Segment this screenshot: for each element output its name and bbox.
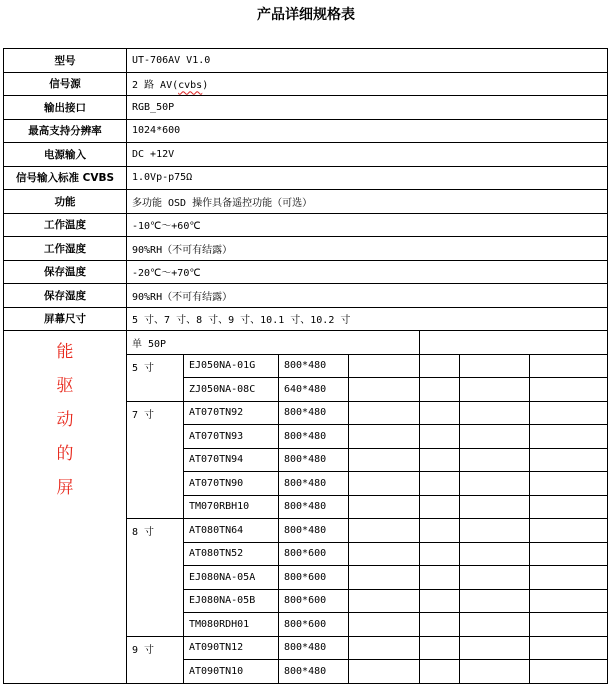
empty-cell: [530, 566, 608, 590]
empty-cell: [349, 589, 420, 613]
empty-cell: [420, 331, 608, 355]
spec-row: [4, 96, 608, 120]
empty-cell: [420, 472, 460, 496]
spec-row: [4, 237, 608, 261]
empty-cell: [530, 519, 608, 543]
screen-model: AT070TN94: [184, 448, 279, 472]
signal-source-prefix: 2 路 AV(: [132, 80, 179, 92]
spec-row: [4, 119, 608, 143]
empty-cell: [420, 613, 460, 637]
spec-label: 保存湿度: [4, 284, 127, 308]
spec-row: [4, 190, 608, 214]
screen-model: AT070TN93: [184, 425, 279, 449]
empty-cell: [530, 448, 608, 472]
empty-cell: [420, 589, 460, 613]
screen-size-label: 7 寸: [127, 401, 184, 519]
empty-cell: [420, 542, 460, 566]
screen-resolution: 640*480: [279, 378, 349, 402]
side-label-char: 动: [56, 410, 74, 430]
side-label-char: 能: [56, 342, 74, 362]
empty-cell: [530, 613, 608, 637]
empty-cell: [420, 425, 460, 449]
screen-header-row: [4, 331, 608, 355]
spec-label: 信号输入标准 CVBS: [4, 166, 127, 190]
screen-resolution: 800*480: [279, 354, 349, 378]
empty-cell: [420, 354, 460, 378]
side-label-char: 的: [56, 444, 74, 464]
empty-cell: [460, 542, 530, 566]
spec-table: [3, 48, 608, 684]
spec-row: [4, 307, 608, 331]
empty-cell: [530, 495, 608, 519]
screen-model: AT070TN92: [184, 401, 279, 425]
empty-cell: [349, 378, 420, 402]
spec-label: 最高支持分辨率: [4, 119, 127, 143]
empty-cell: [530, 401, 608, 425]
empty-cell: [349, 472, 420, 496]
spec-label: 工作温度: [4, 213, 127, 237]
empty-cell: [530, 378, 608, 402]
spec-value: 多功能 OSD 操作具备遥控功能（可选）: [127, 190, 608, 214]
empty-cell: [460, 354, 530, 378]
screen-resolution: 800*480: [279, 519, 349, 543]
spec-label: 功能: [4, 190, 127, 214]
screen-resolution: 800*480: [279, 401, 349, 425]
empty-cell: [460, 636, 530, 660]
empty-cell: [420, 495, 460, 519]
spec-row: [4, 213, 608, 237]
empty-cell: [420, 401, 460, 425]
spec-label: 保存温度: [4, 260, 127, 284]
empty-cell: [420, 519, 460, 543]
empty-cell: [460, 448, 530, 472]
empty-cell: [530, 354, 608, 378]
screen-resolution: 800*480: [279, 472, 349, 496]
empty-cell: [460, 519, 530, 543]
empty-cell: [349, 566, 420, 590]
empty-cell: [420, 378, 460, 402]
empty-cell: [420, 566, 460, 590]
spec-value: 1024*600: [127, 119, 608, 143]
empty-cell: [349, 613, 420, 637]
spec-row: [4, 49, 608, 73]
empty-cell: [349, 495, 420, 519]
screen-model: AT080TN64: [184, 519, 279, 543]
interface-header: 单 50P: [127, 331, 420, 355]
screen-resolution: 800*480: [279, 495, 349, 519]
empty-cell: [420, 448, 460, 472]
spec-value: DC +12V: [127, 143, 608, 167]
empty-cell: [460, 589, 530, 613]
empty-cell: [530, 660, 608, 684]
spec-value: -10℃～+60℃: [127, 213, 608, 237]
spec-value: 5 寸、7 寸、8 寸、9 寸、10.1 寸、10.2 寸: [127, 307, 608, 331]
empty-cell: [349, 542, 420, 566]
spec-value: 90%RH（不可有结露）: [127, 237, 608, 261]
screen-size-label: 5 寸: [127, 354, 184, 401]
empty-cell: [530, 472, 608, 496]
empty-cell: [349, 519, 420, 543]
spec-row: [4, 166, 608, 190]
empty-cell: [460, 401, 530, 425]
signal-source-suffix: ): [202, 80, 209, 92]
spec-label: 输出接口: [4, 96, 127, 120]
empty-cell: [460, 660, 530, 684]
spellcheck-underlined-text: cvbs: [178, 80, 203, 92]
spec-row: [4, 143, 608, 167]
spec-label: 工作湿度: [4, 237, 127, 261]
screen-model: ZJ050NA-08C: [184, 378, 279, 402]
side-label-char: 屏: [56, 478, 74, 498]
empty-cell: [349, 425, 420, 449]
empty-cell: [460, 566, 530, 590]
screen-model: EJ080NA-05A: [184, 566, 279, 590]
screen-resolution: 800*480: [279, 448, 349, 472]
side-label-char: 驱: [56, 376, 74, 396]
screen-model: EJ050NA-01G: [184, 354, 279, 378]
empty-cell: [349, 401, 420, 425]
empty-cell: [460, 472, 530, 496]
screen-resolution: 800*600: [279, 589, 349, 613]
empty-cell: [460, 425, 530, 449]
screen-resolution: 800*480: [279, 425, 349, 449]
spec-label: 型号: [4, 49, 127, 73]
empty-cell: [460, 495, 530, 519]
spec-value: [127, 72, 608, 96]
spec-row: [4, 284, 608, 308]
spec-value: 90%RH（不可有结露）: [127, 284, 608, 308]
spec-label: 屏幕尺寸: [4, 307, 127, 331]
screen-model: AT080TN52: [184, 542, 279, 566]
screen-resolution: 800*600: [279, 542, 349, 566]
spec-value: RGB_50P: [127, 96, 608, 120]
spec-label: 电源输入: [4, 143, 127, 167]
supported-screens-label: [4, 331, 127, 684]
screen-model: EJ080NA-05B: [184, 589, 279, 613]
screen-model: TM070RBH10: [184, 495, 279, 519]
screen-resolution: 800*480: [279, 636, 349, 660]
empty-cell: [349, 660, 420, 684]
screen-model: AT090TN10: [184, 660, 279, 684]
empty-cell: [460, 378, 530, 402]
screen-model: TM080RDH01: [184, 613, 279, 637]
page-title: 产品详细规格表: [257, 7, 355, 23]
spec-label: 信号源: [4, 72, 127, 96]
empty-cell: [349, 354, 420, 378]
screen-model: AT070TN90: [184, 472, 279, 496]
screen-size-label: 9 寸: [127, 636, 184, 683]
empty-cell: [530, 589, 608, 613]
screen-size-label: 8 寸: [127, 519, 184, 637]
empty-cell: [530, 542, 608, 566]
empty-cell: [349, 448, 420, 472]
empty-cell: [530, 636, 608, 660]
screen-resolution: 800*480: [279, 660, 349, 684]
empty-cell: [420, 636, 460, 660]
empty-cell: [420, 660, 460, 684]
spec-row: [4, 260, 608, 284]
empty-cell: [460, 613, 530, 637]
spec-value: -20℃～+70℃: [127, 260, 608, 284]
spec-row: [4, 72, 608, 96]
spec-value: 1.0Vp-p75Ω: [127, 166, 608, 190]
screen-model: AT090TN12: [184, 636, 279, 660]
screen-resolution: 800*600: [279, 566, 349, 590]
empty-cell: [349, 636, 420, 660]
spec-value: UT-706AV V1.0: [127, 49, 608, 73]
empty-cell: [530, 425, 608, 449]
screen-resolution: 800*600: [279, 613, 349, 637]
